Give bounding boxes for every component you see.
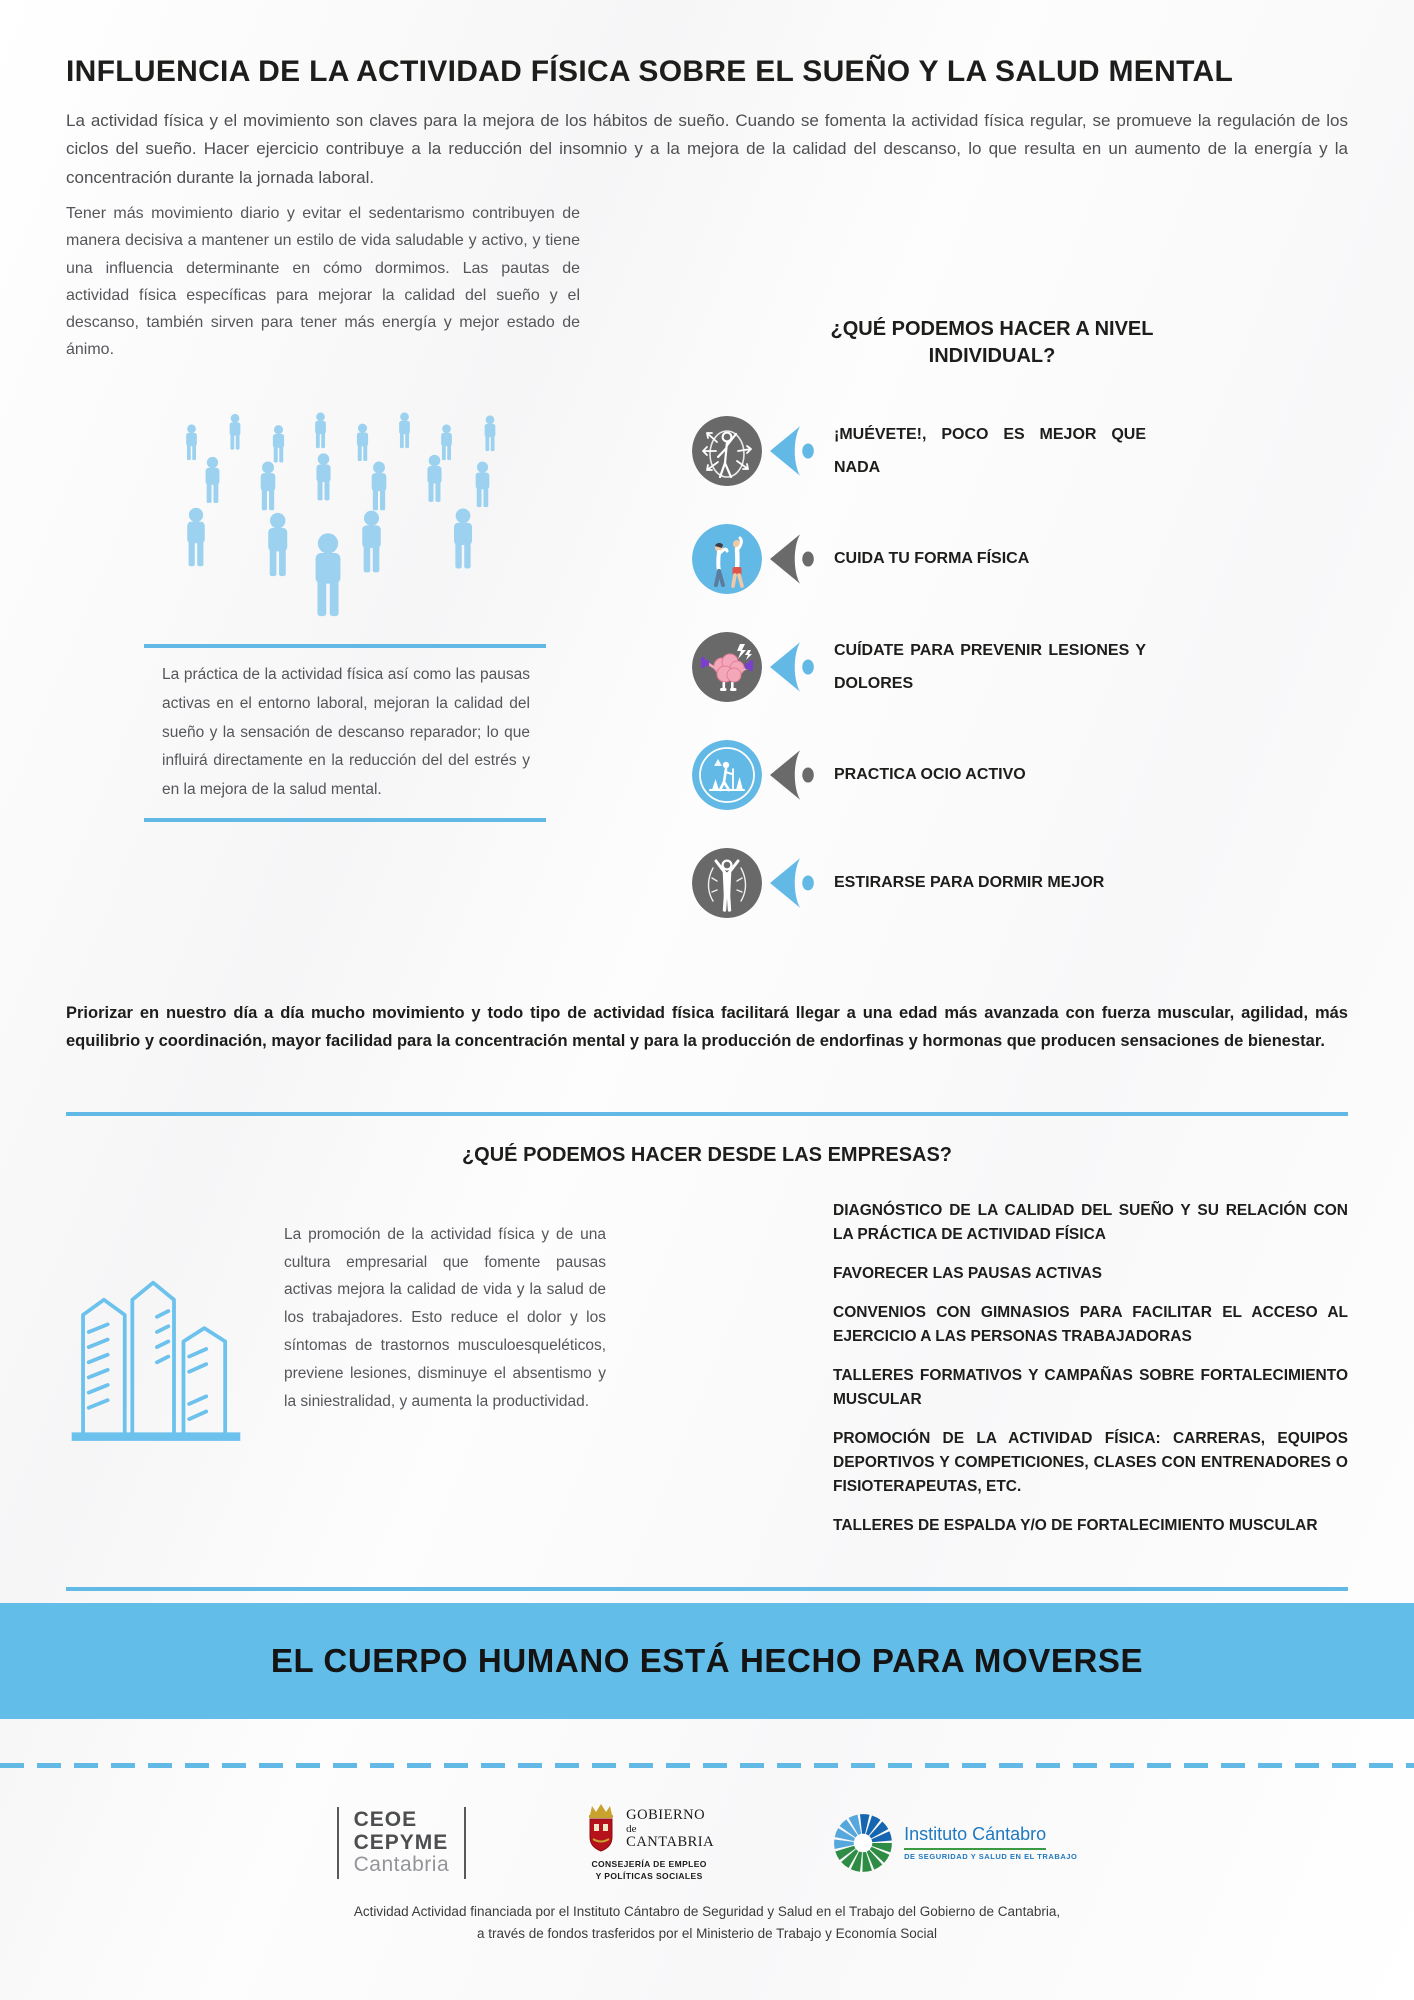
list-item: TALLERES DE ESPALDA Y/O DE FORTALECIMIENTO MUSCULAR [833, 1516, 1318, 1534]
item-label: CUÍDATE PARA PREVENIR LESIONES Y DOLORES [834, 641, 1146, 693]
logo-bar [464, 1807, 466, 1879]
crowd-icon [66, 383, 580, 638]
funding-note-line1: Actividad Actividad financiada por el Instituto Cántabro de Seguridad y Salud en el Trabajo del Gobierno de Cantabria, [353, 1903, 1061, 1919]
list-item [636, 848, 1348, 918]
ceoe-cepyme-logo [337, 1807, 467, 1879]
list-item: PROMOCIÓN DE LA ACTIVIDAD FÍSICA: CARRERAS, EQUIPOS DEPORTIVOS Y COMPETICIONES, CLASES CON ENTRENADORES O FISIOTERAPEUTAS, ETC. [833, 1429, 1348, 1495]
cantabria-name-label: CANTABRIA [626, 1834, 715, 1851]
instituto-tagline-label: DE SEGURIDAD Y SALUD EN EL TRABAJO [904, 1851, 1078, 1861]
brain-dumbbells-icon [692, 632, 762, 702]
list-item: FAVORECER LAS PAUSAS ACTIVAS [833, 1264, 1102, 1282]
companies-heading: ¿QUÉ PODEMOS HACER DESDE LAS EMPRESAS? [461, 1143, 953, 1166]
main-columns [66, 200, 1348, 918]
companies-paragraph: La promoción de la actividad física y de una cultura empresarial que fomente pausas activas mejora la calidad de vida y la salud de los trabajadores. Esto reduce el dolor y los síntomas de trastornos musculoesqueléticos, previene lesiones, disminuye el absentismo y la siniestralidad, y aumenta la productividad. [284, 1225, 606, 1411]
left-arrow-icon [770, 856, 816, 910]
list-item: CONVENIOS CON GIMNASIOS PARA FACILITAR EL ACCESO AL EJERCICIO A LAS PERSONAS TRABAJADORAS [833, 1303, 1348, 1345]
list-item: TALLERES FORMATIVOS Y CAMPAÑAS SOBRE FORTALECIMIENTO MUSCULAR [833, 1366, 1348, 1408]
left-column [66, 200, 580, 918]
left-arrow-icon [770, 748, 816, 802]
consejeria-label: CONSEJERÍA DE EMPLEO [591, 1859, 707, 1870]
instituto-fan-icon [832, 1812, 894, 1874]
list-item [636, 524, 1348, 594]
instituto-cantabro-logo [832, 1812, 1077, 1874]
individual-heading: ¿QUÉ PODEMOS HACER A NIVEL INDIVIDUAL? [830, 318, 1154, 368]
section-divider [66, 1112, 1348, 1116]
cantabria-crest-icon [584, 1803, 618, 1855]
left-arrow-icon [770, 424, 816, 478]
caption-text: La práctica de la actividad física así como las pausas activas en el entorno laboral, mejoran la calidad del sueño y la sensación de descanso reparador; lo que influirá directamente en la reducción del del estrés y en la mejora de la salud mental. [162, 666, 530, 799]
item-label: ESTIRARSE PARA DORMIR MEJOR [834, 874, 1105, 892]
list-item: DIAGNÓSTICO DE LA CALIDAD DEL SUEÑO Y SU RELACIÓN CON LA PRÁCTICA DE ACTIVIDAD FÍSICA [833, 1201, 1348, 1243]
buildings-icon [66, 1199, 284, 1553]
list-item [636, 740, 1348, 810]
intro-paragraph: La actividad física y el movimiento son claves para la mejora de los hábitos de sueño. Cuando se fomenta la actividad física regular, se promueve la regulación de los ciclos del sueño. Hacer ejercicio contribuye a la reducción del insomnio y a la mejora de la calidad del descanso, lo que resulta en un aumento de la energía y la concentración durante la jornada laboral. [66, 110, 1348, 187]
instituto-name-label: Instituto Cántabro [904, 1825, 1046, 1850]
de-label: de [626, 1822, 637, 1835]
companies-section [66, 1199, 1348, 1553]
list-item [636, 632, 1348, 702]
banner [0, 1603, 1414, 1719]
section-divider [66, 1587, 1348, 1591]
logos-row [66, 1800, 1348, 1886]
gobierno-cantabria-logo [584, 1803, 714, 1882]
individual-column [580, 200, 1348, 918]
list-item [636, 416, 1348, 486]
funding-note-line2: a través de fondos trasferidos por el Ministerio de Trabajo y Economía Social [477, 1926, 937, 1942]
cantabria-label: Cantabria [353, 1853, 450, 1877]
funding-note [66, 1901, 1348, 1946]
left-arrow-icon [770, 640, 816, 694]
caption-box [144, 644, 546, 821]
politicas-label: Y POLÍTICAS SOCIALES [595, 1870, 703, 1881]
ceoe-label: CEOE [353, 1807, 418, 1831]
stretching-couple-icon [692, 524, 762, 594]
left-arrow-icon [770, 532, 816, 586]
page-title: INFLUENCIA DE LA ACTIVIDAD FÍSICA SOBRE EL SUEÑO Y LA SALUD MENTAL [66, 55, 1234, 88]
stretch-person-icon [692, 848, 762, 918]
dashed-divider [0, 1763, 1414, 1768]
companies-list [833, 1199, 1348, 1553]
person-arrows-icon [692, 416, 762, 486]
gobierno-label: GOBIERNO [626, 1807, 706, 1824]
cepyme-label: CEPYME [353, 1830, 449, 1854]
item-label: PRACTICA OCIO ACTIVO [834, 766, 1026, 784]
movement-paragraph: Tener más movimiento diario y evitar el sedentarismo contribuyen de manera decisiva a mantener un estilo de vida saludable y activo, y tiene una influencia determinante en cómo dormimos. Las pautas de actividad física específicas para mejorar la calidad del sueño y el descanso, también sirven para tener más energía y mejor estado de ánimo. [66, 205, 580, 359]
item-label: CUIDA TU FORMA FÍSICA [834, 550, 1030, 568]
banner-text: EL CUERPO HUMANO ESTÁ HECHO PARA MOVERSE [270, 1641, 1144, 1679]
priority-paragraph: Priorizar en nuestro día a día mucho movimiento y todo tipo de actividad física facilitará llegar a una edad más avanzada con fuerza muscular, agilidad, más equilibrio y coordinación, mayor facilidad para la concentración mental y para la producción de endorfinas y hormonas que producen sensaciones de bienestar. [66, 1004, 1348, 1050]
active-leisure-icon [692, 740, 762, 810]
item-label: ¡MUÉVETE!, POCO ES MEJOR QUE NADA [834, 425, 1146, 477]
